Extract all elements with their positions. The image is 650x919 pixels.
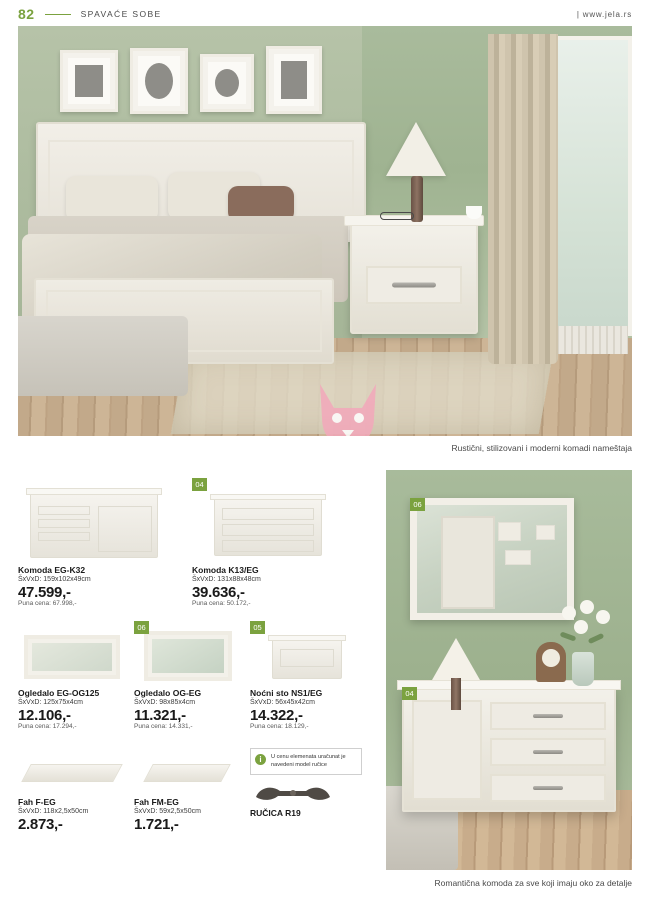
header-divider-rule	[45, 14, 71, 15]
drawer-handle-icon	[392, 283, 436, 288]
product-image-ogledalo-eg-og125	[18, 623, 126, 685]
product-name: Komoda K13/EG	[192, 565, 259, 575]
product-price: 2.873,-	[18, 816, 63, 833]
photo-badge-dresser-04: 04	[402, 687, 417, 700]
photo2-lamp-base	[451, 678, 461, 710]
product-image-komoda-k13-eg	[192, 480, 342, 562]
website-url: | www.jela.rs	[576, 9, 632, 19]
product-card-komoda-eg-k32[interactable]	[18, 480, 168, 607]
product-image-rucica-r19	[250, 783, 336, 805]
product-row-2	[18, 623, 378, 730]
page-header	[0, 0, 650, 28]
product-name: Ogledalo EG-OG125	[18, 688, 100, 698]
wall-mirror	[410, 498, 574, 620]
photo2-caption: Romantična komoda za sve koji imaju oko za detalje	[434, 878, 632, 888]
wall-frame-3	[200, 54, 254, 112]
price-note-text: U cenu elemenata uračunat je navedeni model ručice	[271, 754, 346, 768]
product-name: Komoda EG-K32	[18, 565, 86, 575]
product-price: 1.721,-	[134, 816, 179, 833]
product-image-fah-fm-eg	[134, 748, 242, 794]
product-price: 11.321,-	[134, 707, 186, 724]
hero-radiator	[552, 326, 628, 354]
product-old-price: Puna cena: 50.172,-	[192, 600, 251, 607]
price-note-box	[250, 748, 362, 775]
product-image-ogledalo-og-eg	[134, 623, 242, 685]
hero-curtain	[488, 34, 558, 364]
product-dimensions: ŠxVxD: 56x45x42cm	[250, 699, 315, 706]
product-card-komoda-k13-eg[interactable]	[192, 480, 342, 607]
flower-vase	[572, 652, 594, 686]
product-image-nocni-sto-ns1-eg	[250, 623, 366, 685]
product-row-3	[18, 748, 378, 833]
product-price: 39.636,-	[192, 584, 245, 601]
table-lamp-shade	[386, 122, 446, 176]
product-badge-05: 05	[250, 621, 265, 634]
product-card-fah-fm-eg[interactable]	[134, 748, 242, 833]
photo2-lamp-shade	[432, 638, 480, 680]
product-dimensions: ŠxVxD: 118x2,5x50cm	[18, 808, 89, 815]
product-price: 14.322,-	[250, 707, 303, 724]
product-dimensions: ŠxVxD: 98x85x4cm	[134, 699, 196, 706]
hero-caption: Rustični, stilizovani i moderni komadi nameštaja	[451, 443, 632, 453]
product-price: 47.599,-	[18, 584, 71, 601]
hero-window	[546, 36, 632, 336]
product-dimensions: ŠxVxD: 131x88x48cm	[192, 576, 261, 583]
product-old-price: Puna cena: 17.294,-	[18, 723, 77, 730]
product-old-price: Puna cena: 14.331,-	[134, 723, 193, 730]
product-old-price: Puna cena: 67.998,-	[18, 600, 77, 607]
product-image-fah-f-eg	[18, 748, 126, 794]
dresser-room-photo	[386, 470, 632, 870]
product-name: Fah F-EG	[18, 797, 56, 807]
product-old-price: Puna cena: 18.129,-	[250, 723, 309, 730]
nightstand-furniture	[350, 222, 478, 334]
product-badge-06: 06	[134, 621, 149, 634]
product-card-rucica-r19[interactable]	[250, 748, 366, 818]
product-name: Ogledalo OG-EG	[134, 688, 202, 698]
product-dimensions: ŠxVxD: 59x2,5x50cm	[134, 808, 201, 815]
coffee-cup	[466, 206, 482, 219]
product-dimensions: ŠxVxD: 125x75x4cm	[18, 699, 83, 706]
product-grid	[18, 480, 378, 833]
product-price: 12.106,-	[18, 707, 71, 724]
product-card-ogledalo-og-eg[interactable]	[134, 623, 242, 730]
wall-frame-2	[130, 48, 188, 114]
wall-frame-4	[266, 46, 322, 114]
wall-frame-1	[60, 50, 118, 112]
product-name: Fah FM-EG	[134, 797, 179, 807]
ottoman-bench	[18, 316, 188, 396]
product-dimensions: ŠxVxD: 159x102x49cm	[18, 576, 91, 583]
section-title: SPAVAĆE SOBE	[80, 9, 162, 19]
product-name: RUČICA R19	[250, 808, 301, 819]
hero-bedroom-photo	[18, 26, 632, 436]
info-icon: i	[255, 754, 266, 765]
product-card-fah-f-eg[interactable]	[18, 748, 126, 833]
eyeglasses-icon	[380, 212, 414, 220]
product-row-1	[18, 480, 378, 607]
product-image-komoda-eg-k32	[18, 480, 168, 562]
photo-badge-mirror-06: 06	[410, 498, 425, 511]
product-badge-04: 04	[192, 478, 207, 491]
page-number: 82	[18, 6, 35, 22]
lily-flowers	[558, 600, 614, 660]
product-name: Noćni sto NS1/EG	[250, 688, 323, 698]
product-card-ogledalo-eg-og125[interactable]	[18, 623, 126, 730]
dresser-furniture	[402, 686, 616, 812]
watermark-logo	[308, 378, 388, 436]
product-card-nocni-sto-ns1-eg[interactable]	[250, 623, 366, 730]
